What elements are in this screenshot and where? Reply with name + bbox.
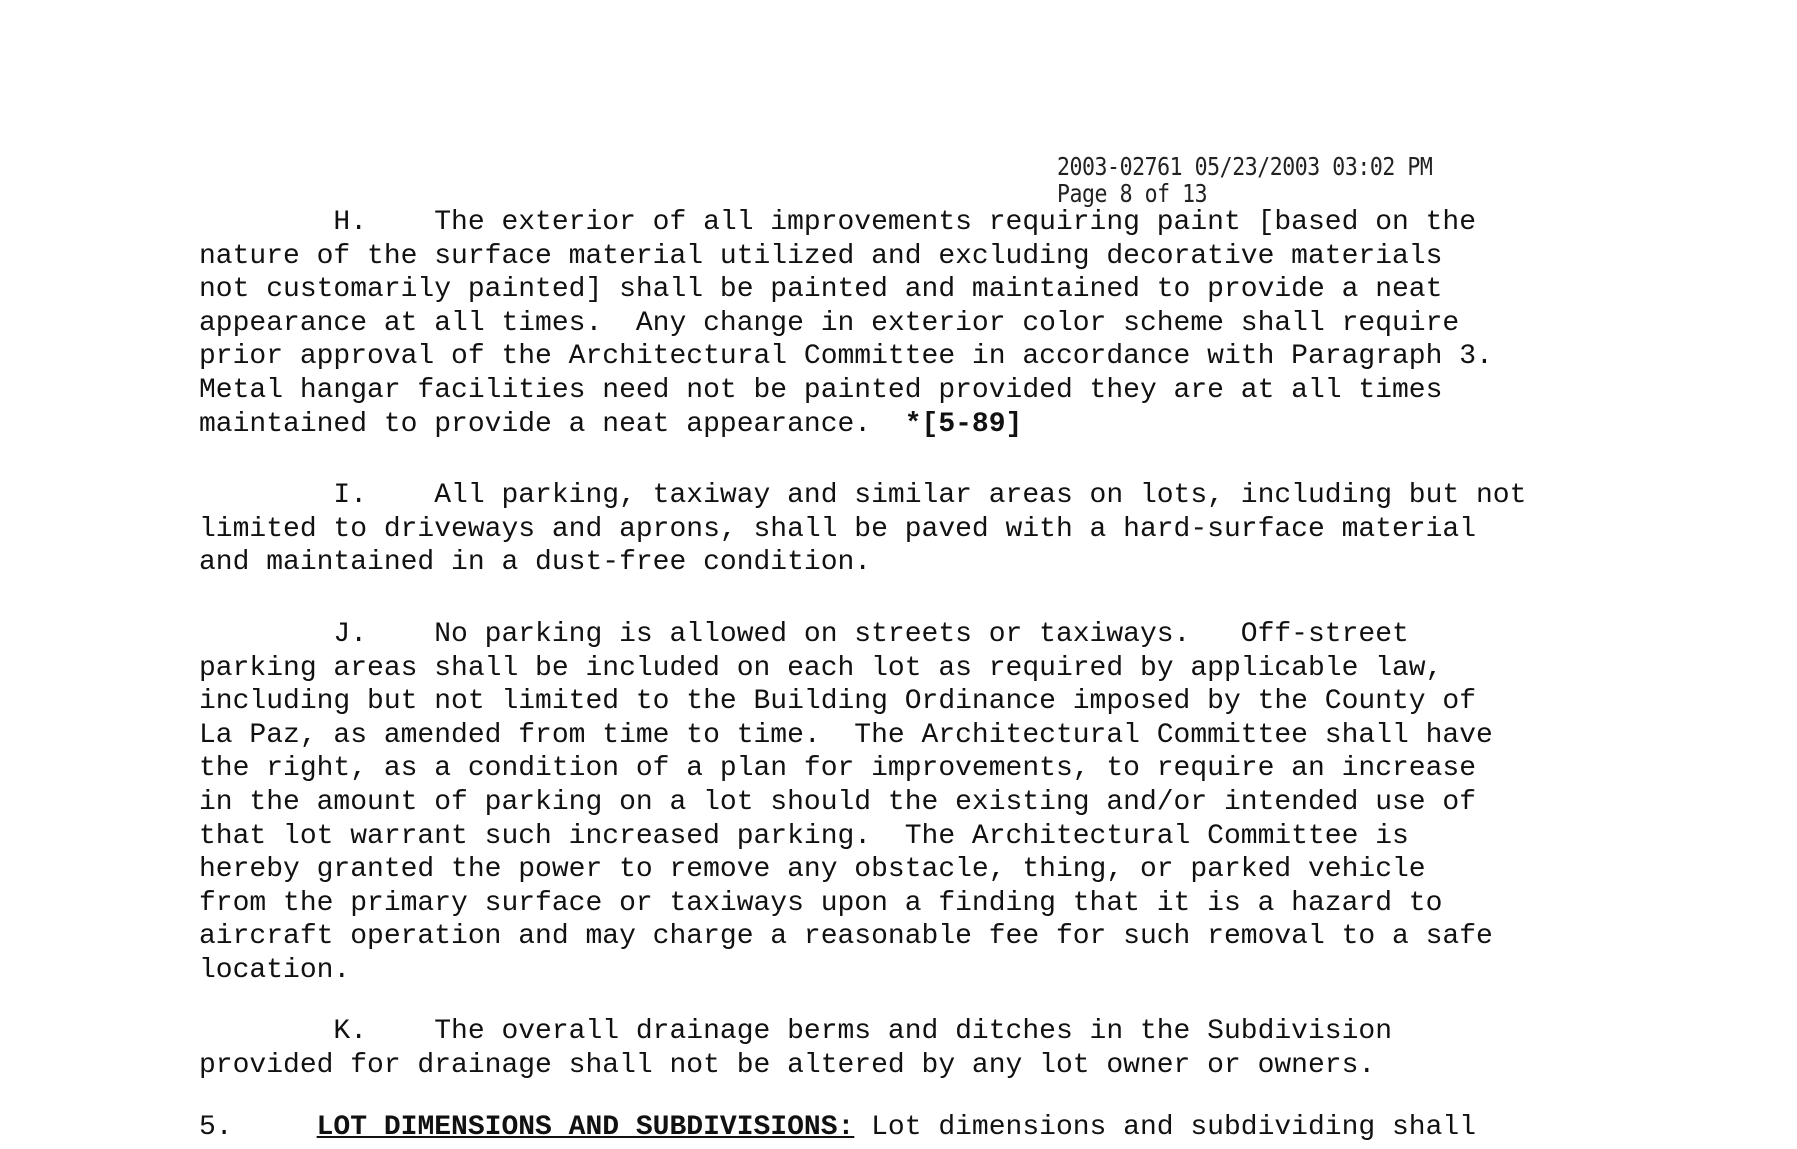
recording-stamp [1057, 153, 1432, 207]
paragraph-h-text: H. The exterior of all improvements requiring paint [based on the nature of the surface material utilized and excluding decorative materials not customarily painted] shall be painted and maintained to provide a neat appearance at all times. Any change in exterior color scheme shall require prior approval of the Architectural Committee in accordance with Paragraph 3. Metal hangar facilities need not be painted provided they are at all times maintained to provide a neat appearance. [199, 207, 1493, 440]
section-5 [199, 1111, 1579, 1145]
paragraph-j: J. No parking is allowed on streets or taxiways. Off-street parking areas shall be included on each lot as required by applicable law, including but not limited to the Building Ordinance imposed by the County of La Paz, as amended from time to time. The Architectural Committee shall have the right, as a condition of a plan for improvements, to require an increase in the amount of parking on a lot should the existing and/or intended use of that lot warrant such increased parking. The Architectural Committee is hereby granted the power to remove any obstacle, thing, or parked vehicle from the primary surface or taxiways upon a finding that it is a hazard to aircraft operation and may charge a reasonable fee for such removal to a safe location. [199, 618, 1493, 986]
paragraph-k: K. The overall drainage berms and ditches in the Subdivision provided for drainage shall not be altered by any lot owner or owners. [199, 1016, 1392, 1082]
recording-number-date: 2003-02761 05/23/2003 03:02 PM [1057, 152, 1433, 181]
paragraph-i: I. All parking, taxiway and similar areas on lots, including but not limited to driveways and aprons, shall be paved with a hard-surface material and maintained in a dust-free condition. [199, 480, 1527, 579]
paragraph-h [199, 206, 1579, 441]
section-heading: LOT DIMENSIONS AND SUBDIVISIONS: [316, 1111, 855, 1143]
section-text: Lot dimensions and subdividing shall [854, 1111, 1477, 1143]
amendment-marker: *[5-89] [904, 408, 1023, 440]
section-number: 5. [199, 1111, 233, 1143]
document-body [199, 206, 1579, 1144]
page-number: Page 8 of 13 [1057, 179, 1208, 208]
